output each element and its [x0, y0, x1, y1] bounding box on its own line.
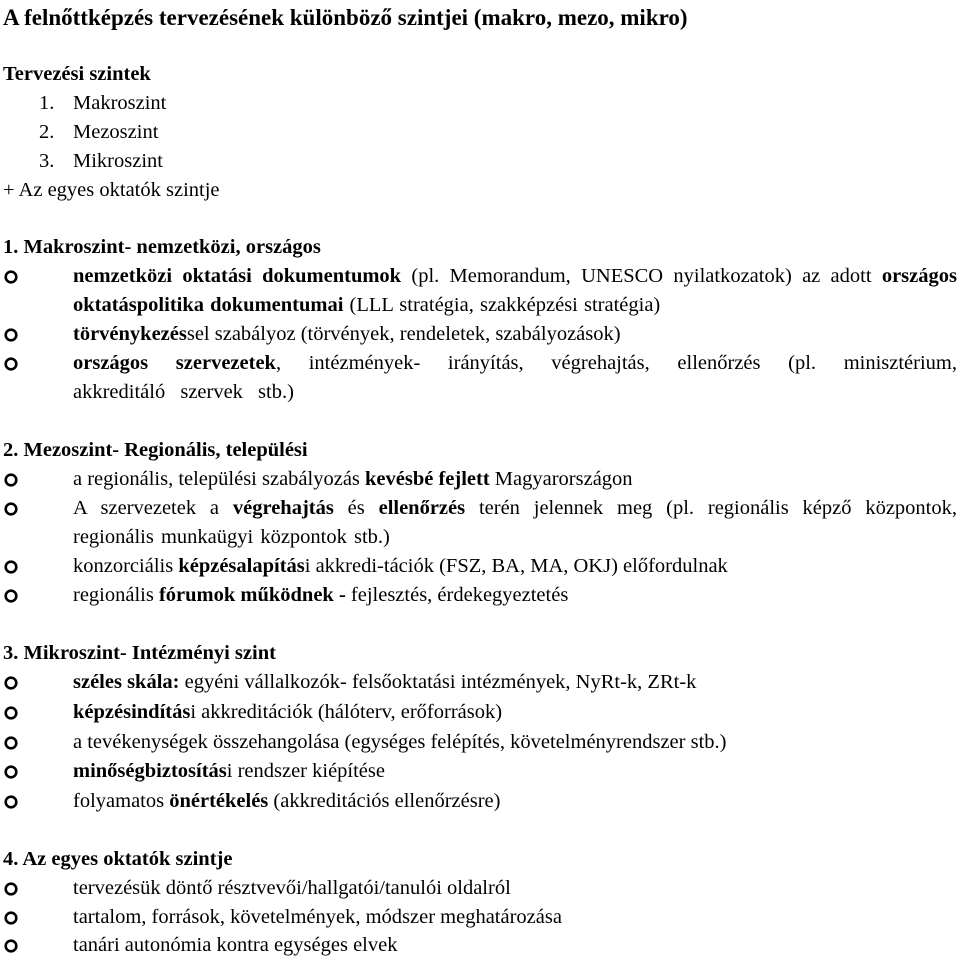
list-number: 1. — [39, 92, 55, 114]
text: terén jelennek meg (pl. regionális képző központok, regionális munkaügyi központok stb.) — [73, 497, 957, 548]
bold-text: országos oktatáspolitika dokumentumai — [73, 265, 957, 316]
text: a tevékenységek összehangolása (egységes felépítés, követelményrendszer stb.) — [73, 731, 727, 753]
text: A szervezetek a — [73, 497, 233, 519]
bold-text: végrehajtás — [232, 497, 334, 519]
text: sel szabályoz (törvények, rendeletek, szabályozások) — [186, 323, 621, 345]
hollow-circle-bullet-icon — [4, 911, 18, 925]
bullet-item — [73, 931, 957, 960]
bold-text: képzésalapítás — [178, 555, 305, 577]
bullet-item — [73, 698, 957, 727]
bullet-item — [73, 320, 957, 349]
text: konzorciális — [73, 555, 179, 577]
section-heading: 1. Makroszint- nemzetközi, országos — [3, 236, 321, 258]
bold-text: minőségbiztosítás — [73, 760, 227, 782]
hollow-circle-bullet-icon — [4, 589, 18, 603]
hollow-circle-bullet-icon — [4, 357, 18, 371]
text: (pl. Memorandum, UNESCO nyilatkozatok) az adott — [401, 265, 882, 287]
list-label: Mezoszint — [73, 121, 159, 143]
bold-text: törvénykezés — [73, 323, 187, 345]
levels-extra: + Az egyes oktatók szintje — [3, 179, 220, 201]
list-number: 2. — [39, 121, 55, 143]
text: és — [333, 497, 379, 519]
bullet-item — [73, 787, 957, 816]
bullet-item — [73, 349, 957, 407]
hollow-circle-bullet-icon — [4, 882, 18, 896]
text: i rendszer kiépítése — [226, 760, 385, 782]
hollow-circle-bullet-icon — [4, 560, 18, 574]
hollow-circle-bullet-icon — [4, 939, 18, 953]
bold-text: kevésbé fejlett — [365, 468, 490, 490]
text: Magyarországon — [489, 468, 633, 490]
bullet-item — [73, 874, 957, 903]
hollow-circle-bullet-icon — [4, 795, 18, 809]
section-heading: 3. Mikroszint- Intézményi szint — [3, 642, 276, 664]
text: tanári autonómia kontra egységes elvek — [73, 934, 398, 956]
hollow-circle-bullet-icon — [4, 765, 18, 779]
bullet-item — [73, 581, 957, 610]
levels-heading: Tervezési szintek — [3, 63, 151, 85]
section-heading: 4. Az egyes oktatók szintje — [3, 848, 233, 870]
bold-text: önértékelés — [169, 790, 269, 812]
list-label: Makroszint — [73, 92, 167, 114]
text: i akkreditációk (hálóterv, erőforrások) — [190, 701, 503, 723]
bold-text: képzésindítás — [73, 701, 191, 723]
list-item — [39, 89, 166, 118]
bold-text: ellenőrzés — [378, 497, 466, 519]
bullet-item — [73, 903, 957, 932]
text: tervezésük döntő résztvevői/hallgatói/tanulói oldalról — [73, 877, 511, 899]
bullet-item — [73, 728, 957, 757]
list-item — [39, 118, 158, 147]
hollow-circle-bullet-icon — [4, 676, 18, 690]
text: (akkreditációs ellenőrzésre) — [268, 790, 501, 812]
bullet-item — [73, 465, 957, 494]
text: egyéni vállalkozók- felsőoktatási intézmények, NyRt-k, ZRt-k — [179, 671, 697, 693]
text: a regionális, települési szabályozás — [73, 468, 366, 490]
hollow-circle-bullet-icon — [4, 270, 18, 284]
list-item — [39, 147, 163, 176]
bullet-item — [73, 262, 957, 320]
bullet-item — [73, 494, 957, 552]
text: regionális — [73, 584, 159, 606]
text: , intézmények- irányítás, végrehajtás, ellenőrzés (pl. minisztérium, akkreditáló szervek stb.) — [73, 352, 957, 403]
hollow-circle-bullet-icon — [4, 473, 18, 487]
list-label: Mikroszint — [73, 150, 163, 172]
hollow-circle-bullet-icon — [4, 706, 18, 720]
bold-text: fórumok működnek - — [158, 584, 346, 606]
text: i akkredi-tációk (FSZ, BA, MA, OKJ) előfordulnak — [304, 555, 728, 577]
bullet-item — [73, 552, 957, 581]
text: fejlesztés, érdekegyeztetés — [345, 584, 569, 606]
bold-text: széles skála: — [73, 671, 180, 693]
bold-text: nemzetközi oktatási dokumentumok — [73, 265, 402, 287]
text: tartalom, források, követelmények, módszer meghatározása — [73, 906, 562, 928]
hollow-circle-bullet-icon — [4, 328, 18, 342]
bullet-item — [73, 757, 957, 786]
text: folyamatos — [73, 790, 170, 812]
bullet-item — [73, 668, 957, 697]
text: (LLL stratégia, szakképzési stratégia) — [343, 294, 661, 316]
list-number: 3. — [39, 150, 55, 172]
section-heading: 2. Mezoszint- Regionális, települési — [3, 439, 308, 461]
hollow-circle-bullet-icon — [4, 502, 18, 516]
page-title: A felnőttképzés tervezésének különböző szintjei (makro, mezo, mikro) — [3, 5, 688, 30]
hollow-circle-bullet-icon — [4, 736, 18, 750]
bold-text: országos szervezetek — [73, 352, 276, 374]
